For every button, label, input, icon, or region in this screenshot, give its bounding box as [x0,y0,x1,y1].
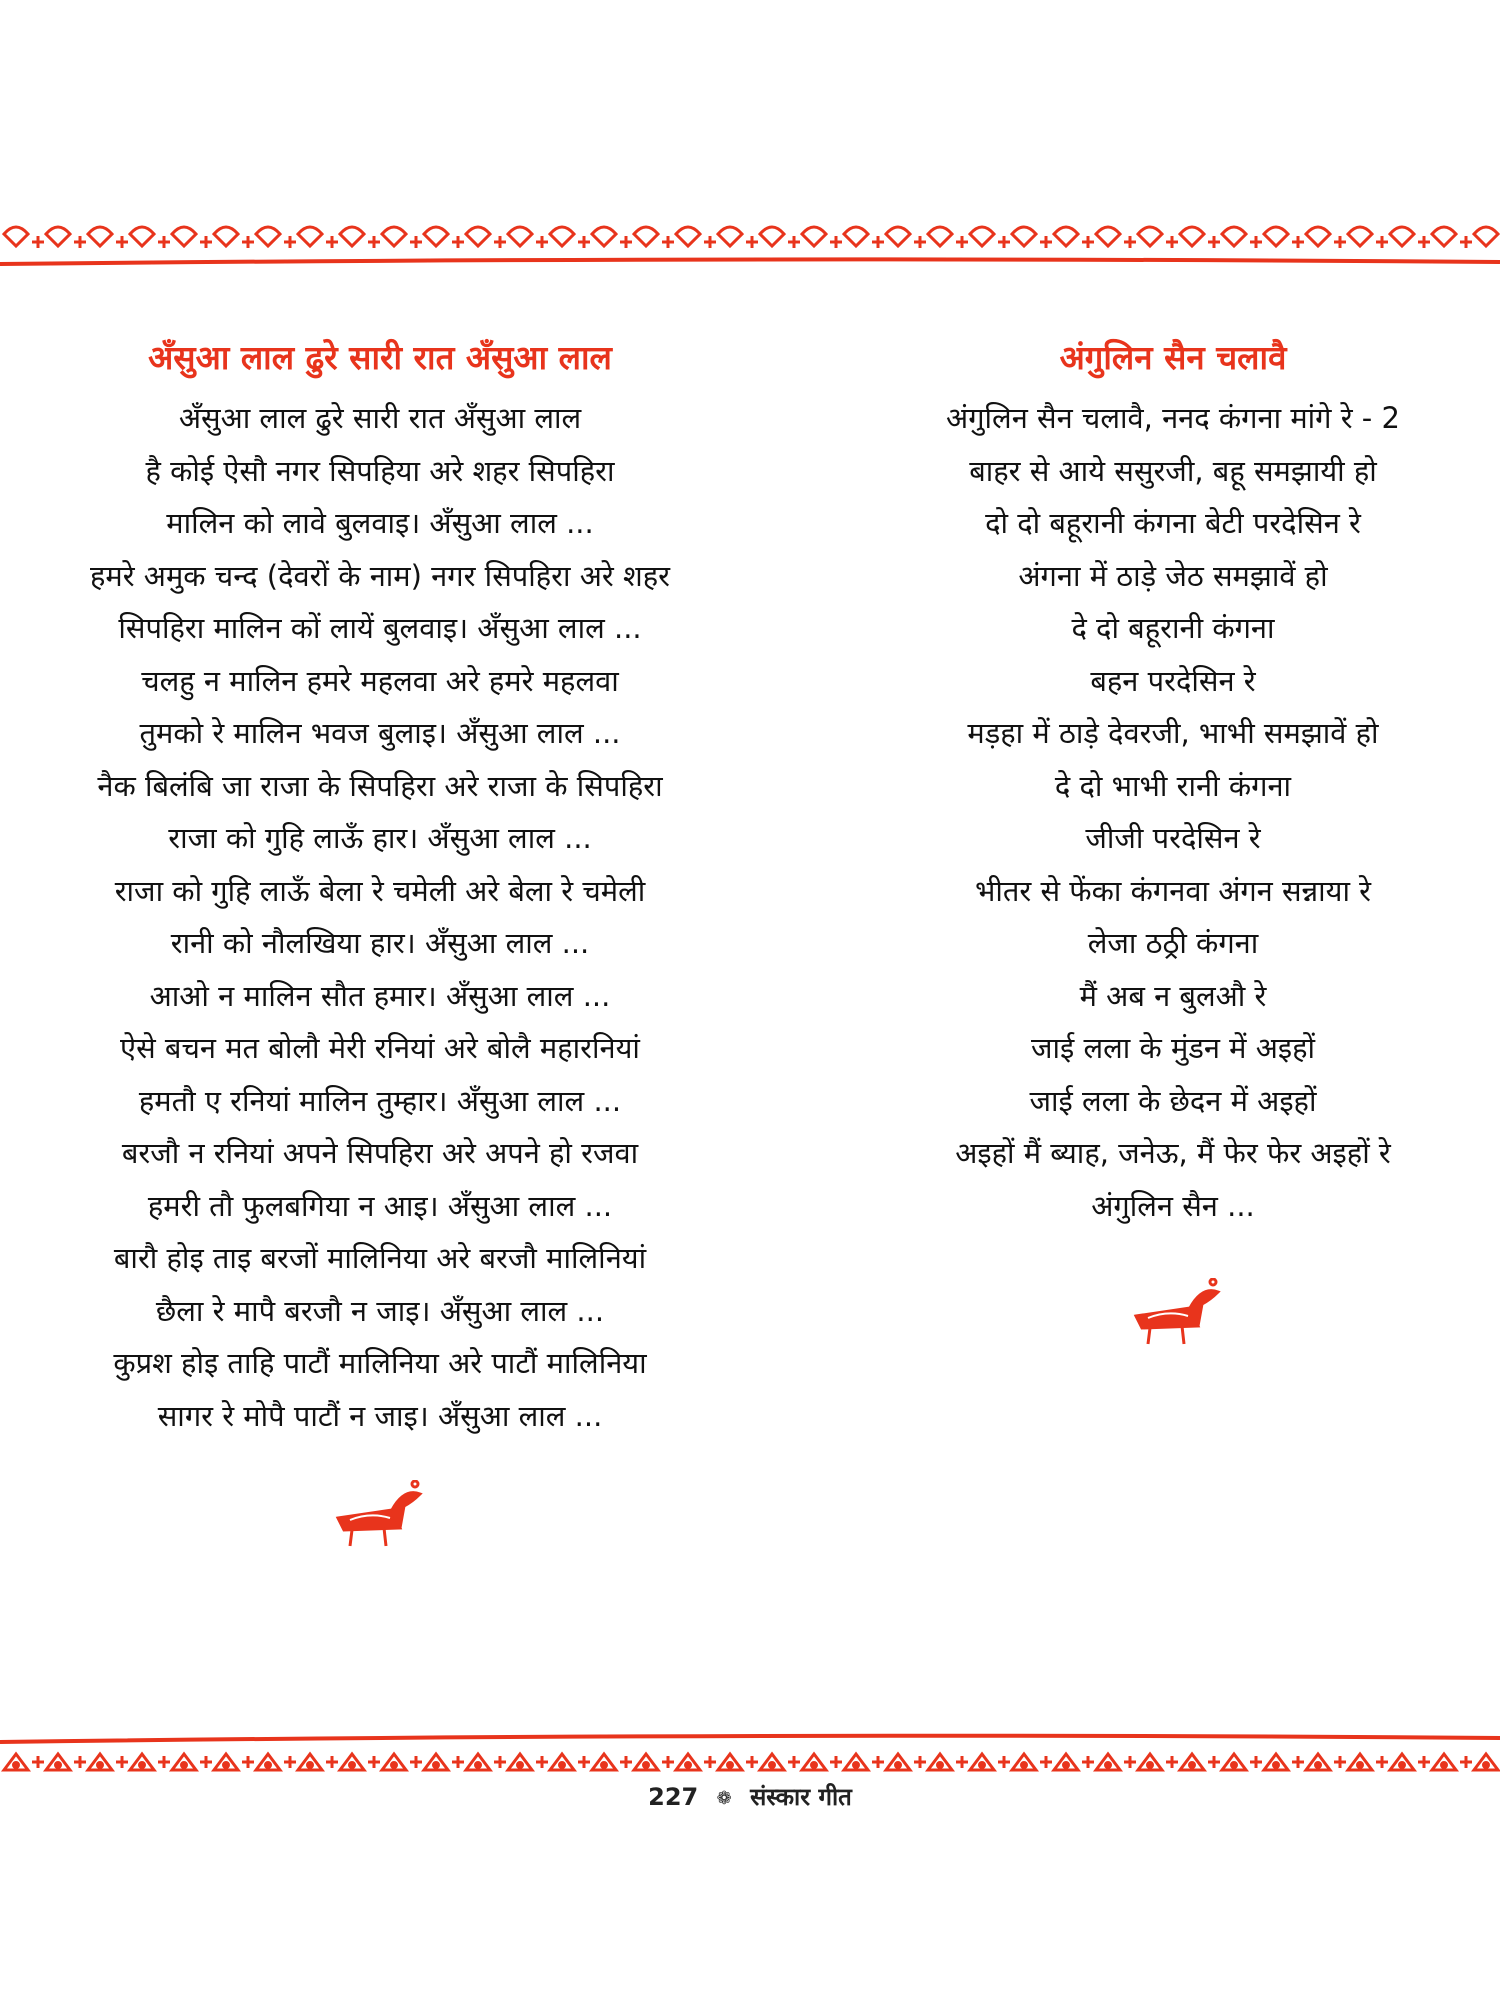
verse-line: दे दो बहूरानी कंगना [1071,611,1275,645]
verse-line: कुप्रश होइ ताहि पाटौं मालिनिया अरे पाटौं मालिनिया [113,1346,647,1380]
verse-line: अँसुआ लाल ढुरे सारी रात अँसुआ लाल [178,401,582,435]
verse-line: मैं अब न बुलऔ रे [1079,978,1267,1013]
right-song-title: अंगुलिन सैन चलावै [1059,338,1287,377]
verse-line: जाई लला के छेदन में अइहों [1029,1083,1317,1118]
verse-line: है कोई ऐसौ नगर सिपहिया अरे शहर सिपहिरा [145,453,615,488]
verse-line: जीजी परदेसिन रे [1085,821,1261,855]
verse-line: सिपहिरा मालिन कों लायें बुलवाइ। अँसुआ लाल ... [118,611,642,645]
verse-line: अंगुलिन सैन ... [1091,1188,1255,1223]
verse-line: तुमको रे मालिन भवज बुलाइ। अँसुआ लाल ... [139,716,621,750]
verse-line: ऐसे बचन मत बोलौ मेरी रनियां अरे बोलै महारनियां [120,1031,640,1065]
footer-separator: ❁ [716,1787,732,1809]
top-border-ornament [0,212,1500,282]
book-title: संस्कार गीत [750,1783,852,1811]
verse-line: छैला रे मापै बरजौ न जाइ। अँसुआ लाल ... [155,1293,605,1328]
verse-line: बहन परदेसिन रे [1090,663,1256,698]
verse-line: राजा को गुहि लाऊँ बेला रे चमेली अरे बेला रे चमेली [114,873,646,908]
verse-line: मालिन को लावे बुलवाइ। अँसुआ लाल ... [166,506,594,540]
page-number: 227 [648,1783,699,1811]
verse-line: जाई लला के मुंडन में अइहों [1030,1031,1316,1065]
folk-horse-icon [330,1480,440,1550]
verse-line: आओ न मालिन सौत हमार। अँसुआ लाल ... [149,978,611,1013]
verse-line: हमतौ ए रनियां मालिन तुम्हार। अँसुआ लाल ... [138,1083,622,1118]
verse-line: सागर रे मोपै पाटौं न जाइ। अँसुआ लाल ... [157,1398,603,1433]
bottom-border-ornament [0,1718,1500,1788]
verse-line: बाहर से आये ससुरजी, बहू समझायी हो [969,453,1377,488]
left-song-lines [20,392,740,1442]
verse-line: अंगना में ठाड़े जेठ समझावें हो [1018,558,1328,593]
verse-line: लेजा ठठ्री कंगना [1087,926,1259,960]
left-song-title: अँसुआ लाल ढुरे सारी रात अँसुआ लाल [148,338,612,377]
verse-line: रानी को नौलखिया हार। अँसुआ लाल ... [170,926,590,960]
right-song [858,330,1488,1232]
right-song-lines [858,392,1488,1232]
verse-line: बरजौ न रनियां अपने सिपहिरा अरे अपने हो रजवा [121,1136,639,1170]
page-footer [0,1780,1500,1813]
verse-line: भीतर से फेंका कंगनवा अंगन सन्नाया रे [974,873,1372,908]
verse-line: हमरे अमुक चन्द (देवरों के नाम) नगर सिपहिरा अरे शहर [89,558,670,593]
verse-line: हमरी तौ फुलबगिया न आइ। अँसुआ लाल ... [147,1188,613,1223]
verse-line: राजा को गुहि लाऊँ हार। अँसुआ लाल ... [168,821,592,855]
verse-line: चलहु न मालिन हमरे महलवा अरे हमरे महलवा [141,663,619,698]
verse-line: दो दो बहूरानी कंगना बेटी परदेसिन रे [985,506,1361,540]
folk-horse-icon [1128,1278,1238,1348]
verse-line: मड़हा में ठाड़े देवरजी, भाभी समझावें हो [967,716,1379,750]
verse-line: नैक बिलंबि जा राजा के सिपहिरा अरे राजा के सिपहिरा [97,768,663,803]
verse-line: बारौ होइ ताइ बरजों मालिनिया अरे बरजौ मालिनियां [113,1241,647,1275]
verse-line: दे दो भाभी रानी कंगना [1054,768,1292,803]
verse-line: अंगुलिन सैन चलावै, ननद कंगना मांगे रे - 2 [946,401,1400,435]
left-song [20,330,740,1442]
verse-line: अइहों मैं ब्याह, जनेऊ, मैं फेर फेर अइहों रे [955,1136,1391,1170]
